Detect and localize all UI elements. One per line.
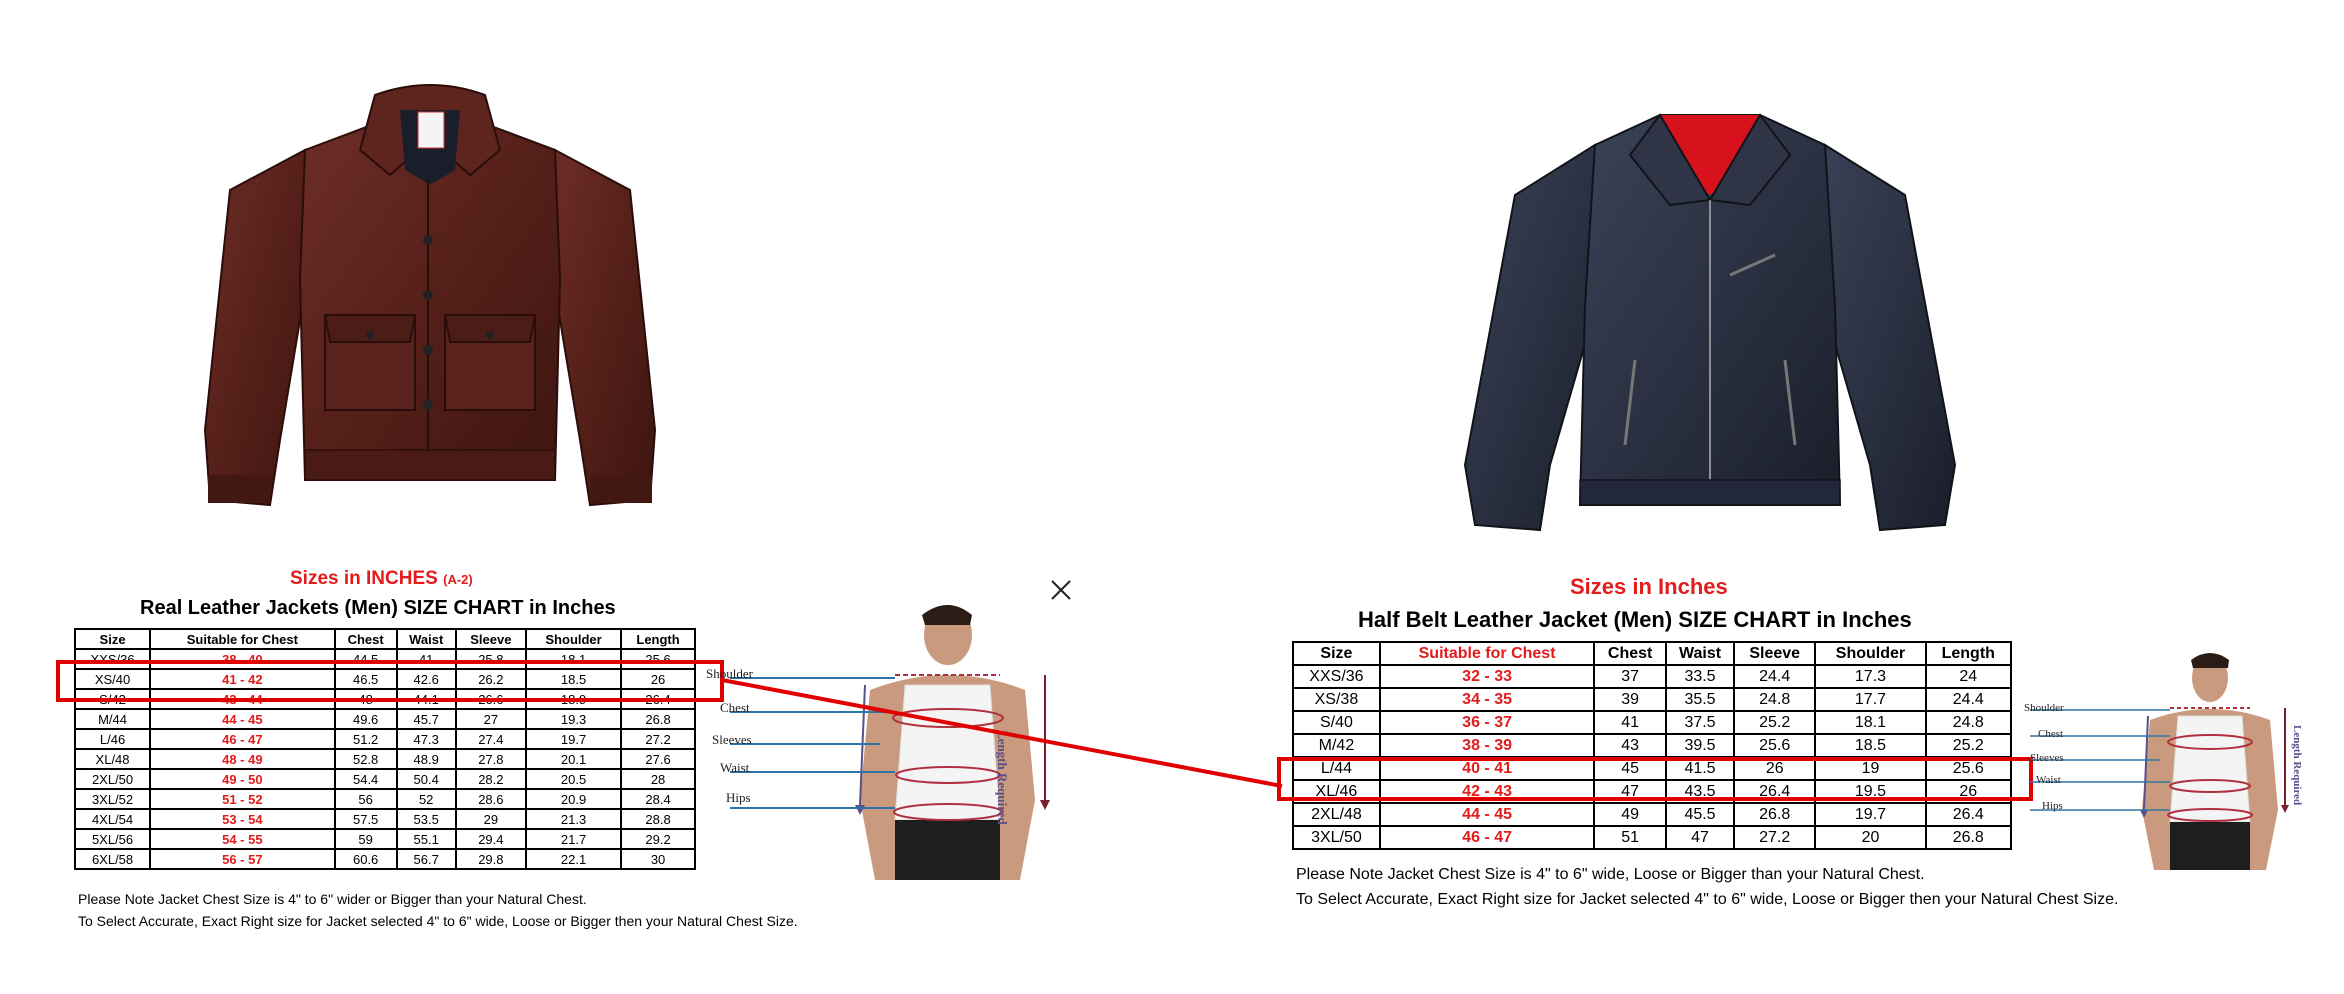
table-cell: 3XL/52	[75, 789, 150, 809]
table-cell: 48.9	[397, 749, 456, 769]
table-cell: 27	[456, 709, 526, 729]
table-cell: 28.4	[621, 789, 695, 809]
table-cell: L/44	[1293, 757, 1380, 780]
table-cell: 26.4	[1926, 803, 2011, 826]
table-cell: 51	[1594, 826, 1666, 849]
table-cell: 21.3	[526, 809, 621, 829]
table-cell: 26.2	[456, 669, 526, 689]
table-cell: 52.8	[335, 749, 397, 769]
table-cell: 21.7	[526, 829, 621, 849]
table-cell: 29.4	[456, 829, 526, 849]
right-jacket-image	[1455, 105, 1965, 535]
table-cell: 19.5	[1815, 780, 1925, 803]
left-label-hips: Hips	[726, 790, 751, 805]
table-cell: 29.2	[621, 829, 695, 849]
table-cell: 59	[335, 829, 397, 849]
table-cell: 27.6	[621, 749, 695, 769]
table-cell: 20.9	[526, 789, 621, 809]
left-label-sleeves: Sleeves	[712, 732, 752, 747]
table-cell: 2XL/50	[75, 769, 150, 789]
table-cell: 38 - 39	[1380, 734, 1594, 757]
table-cell: 18.1	[1815, 711, 1925, 734]
table-cell: 45	[1594, 757, 1666, 780]
right-note-1: Please Note Jacket Chest Size is 4" to 6" wide, Loose or Bigger than your Natural Chest.	[1296, 866, 1925, 883]
table-cell: 51.2	[335, 729, 397, 749]
table-cell: 20	[1815, 826, 1925, 849]
table-cell: 48	[335, 689, 397, 709]
table-cell: 18.1	[526, 649, 621, 669]
table-cell: 47	[1666, 826, 1734, 849]
table-cell: 22.1	[526, 849, 621, 869]
table-cell: 26.4	[621, 689, 695, 709]
column-header: Waist	[1666, 642, 1734, 665]
table-cell: 26.8	[621, 709, 695, 729]
table-cell: 25.6	[621, 649, 695, 669]
table-cell: XS/40	[75, 669, 150, 689]
table-cell: 40 - 41	[1380, 757, 1594, 780]
right-size-table	[1292, 641, 2012, 850]
left-label-shoulder: Shoulder	[706, 666, 753, 681]
table-cell: 26.4	[1734, 780, 1815, 803]
table-cell: 41.5	[1666, 757, 1734, 780]
left-length-label: Length Required	[995, 730, 1010, 825]
table-cell: 43 - 44	[150, 689, 335, 709]
table-cell: 26.8	[1926, 826, 2011, 849]
table-cell: 25.2	[1734, 711, 1815, 734]
column-header: Shoulder	[526, 629, 621, 649]
table-cell: 52	[397, 789, 456, 809]
table-cell: 25.8	[456, 649, 526, 669]
table-cell: 43	[1594, 734, 1666, 757]
table-cell: 25.6	[1926, 757, 2011, 780]
table-cell: 24.4	[1926, 688, 2011, 711]
table-cell: 41 - 42	[150, 669, 335, 689]
column-header: Chest	[1594, 642, 1666, 665]
column-header: Sleeve	[456, 629, 526, 649]
left-note-2: To Select Accurate, Exact Right size for Jacket selected 4" to 6" wide, Loose or Bigger then your Natural Chest Size.	[78, 913, 798, 929]
column-header: Suitable for Chest	[1380, 642, 1594, 665]
table-cell: 26	[1926, 780, 2011, 803]
column-header: Size	[1293, 642, 1380, 665]
table-cell: 46 - 47	[1380, 826, 1594, 849]
left-heading-small: (A-2)	[443, 572, 473, 587]
left-label-chest: Chest	[720, 700, 750, 715]
table-cell: 24.8	[1926, 711, 2011, 734]
table-cell: 37.5	[1666, 711, 1734, 734]
table-cell: 41	[1594, 711, 1666, 734]
table-row	[1293, 665, 2011, 688]
table-cell: 26.6	[456, 689, 526, 709]
left-heading-text: Sizes in INCHES	[290, 568, 438, 589]
table-cell: 29	[456, 809, 526, 829]
table-cell: XL/48	[75, 749, 150, 769]
table-cell: 45.7	[397, 709, 456, 729]
table-cell: XS/38	[1293, 688, 1380, 711]
table-cell: 17.3	[1815, 665, 1925, 688]
column-header: Chest	[335, 629, 397, 649]
table-cell: 47.3	[397, 729, 456, 749]
table-cell: 49	[1594, 803, 1666, 826]
table-cell: 41	[397, 649, 456, 669]
right-label-waist: Waist	[2036, 774, 2061, 786]
table-cell: M/42	[1293, 734, 1380, 757]
right-label-hips: Hips	[2042, 800, 2063, 812]
table-cell: 57.5	[335, 809, 397, 829]
right-note-2: To Select Accurate, Exact Right size for Jacket selected 4" to 6" wide, Loose or Bigger then your Natural Chest Size.	[1296, 891, 2119, 908]
table-cell: 45.5	[1666, 803, 1734, 826]
column-header: Length	[1926, 642, 2011, 665]
table-cell: 32 - 33	[1380, 665, 1594, 688]
table-cell: 3XL/50	[1293, 826, 1380, 849]
column-header: Shoulder	[1815, 642, 1925, 665]
table-cell: 46 - 47	[150, 729, 335, 749]
right-heading: Sizes in Inches	[1570, 574, 1728, 599]
table-cell: 56	[335, 789, 397, 809]
column-header: Length	[621, 629, 695, 649]
table-cell: 20.1	[526, 749, 621, 769]
table-cell: 18.9	[526, 689, 621, 709]
table-cell: XL/46	[1293, 780, 1380, 803]
table-row	[1293, 734, 2011, 757]
column-header: Waist	[397, 629, 456, 649]
table-cell: 19	[1815, 757, 1925, 780]
table-cell: 26.8	[1734, 803, 1815, 826]
table-cell: 38 - 40	[150, 649, 335, 669]
table-cell: 54 - 55	[150, 829, 335, 849]
table-cell: 56.7	[397, 849, 456, 869]
column-header: Size	[75, 629, 150, 649]
column-header: Suitable for Chest	[150, 629, 335, 649]
table-cell: 5XL/56	[75, 829, 150, 849]
table-cell: 2XL/48	[1293, 803, 1380, 826]
table-cell: 49.6	[335, 709, 397, 729]
left-chart-title: Real Leather Jackets (Men) SIZE CHART in Inches	[140, 597, 616, 619]
table-cell: 53 - 54	[150, 809, 335, 829]
right-model-measurement-figure	[2020, 650, 2320, 870]
table-cell: 39.5	[1666, 734, 1734, 757]
table-cell: 20.5	[526, 769, 621, 789]
table-cell: 25.2	[1926, 734, 2011, 757]
table-cell: 24	[1926, 665, 2011, 688]
table-cell: XXS/36	[75, 649, 150, 669]
left-label-waist: Waist	[720, 760, 750, 775]
right-label-chest: Chest	[2038, 728, 2064, 740]
table-cell: 34 - 35	[1380, 688, 1594, 711]
table-cell: 55.1	[397, 829, 456, 849]
table-cell: 30	[621, 849, 695, 869]
table-cell: 28.2	[456, 769, 526, 789]
right-label-shoulder: Shoulder	[2024, 702, 2064, 714]
table-cell: 42 - 43	[1380, 780, 1594, 803]
table-cell: 24.8	[1734, 688, 1815, 711]
table-cell: 43.5	[1666, 780, 1734, 803]
table-cell: 53.5	[397, 809, 456, 829]
table-cell: 56 - 57	[150, 849, 335, 869]
table-row	[1293, 688, 2011, 711]
table-cell: 44.5	[335, 649, 397, 669]
table-cell: 29.8	[456, 849, 526, 869]
table-cell: 46.5	[335, 669, 397, 689]
table-cell: 25.6	[1734, 734, 1815, 757]
table-cell: 24.4	[1734, 665, 1815, 688]
table-cell: 28	[621, 769, 695, 789]
table-cell: 44.1	[397, 689, 456, 709]
table-cell: 19.7	[1815, 803, 1925, 826]
table-cell: XXS/36	[1293, 665, 1380, 688]
table-cell: 51 - 52	[150, 789, 335, 809]
table-cell: 4XL/54	[75, 809, 150, 829]
table-row	[1293, 803, 2011, 826]
table-cell: 50.4	[397, 769, 456, 789]
table-cell: 18.5	[526, 669, 621, 689]
table-cell: 19.7	[526, 729, 621, 749]
table-cell: 49 - 50	[150, 769, 335, 789]
table-cell: 48 - 49	[150, 749, 335, 769]
table-cell: 47	[1594, 780, 1666, 803]
table-cell: 33.5	[1666, 665, 1734, 688]
table-cell: 17.7	[1815, 688, 1925, 711]
table-cell: 44 - 45	[150, 709, 335, 729]
table-cell: 19.3	[526, 709, 621, 729]
table-cell: 28.6	[456, 789, 526, 809]
table-cell: 27.8	[456, 749, 526, 769]
table-cell: S/42	[75, 689, 150, 709]
table-cell: 6XL/58	[75, 849, 150, 869]
table-cell: 44 - 45	[1380, 803, 1594, 826]
right-chart-title: Half Belt Leather Jacket (Men) SIZE CHART in Inches	[1358, 607, 1912, 632]
table-cell: 60.6	[335, 849, 397, 869]
table-cell: 28.8	[621, 809, 695, 829]
table-cell: 37	[1594, 665, 1666, 688]
table-cell: 36 - 37	[1380, 711, 1594, 734]
table-row	[1293, 826, 2011, 849]
right-selected-row-highlight	[1277, 757, 2033, 801]
right-label-sleeves: Sleeves	[2030, 752, 2064, 764]
table-cell: M/44	[75, 709, 150, 729]
table-cell: 35.5	[1666, 688, 1734, 711]
table-cell: 42.6	[397, 669, 456, 689]
table-cell: L/46	[75, 729, 150, 749]
right-length-label: Length Required	[2291, 725, 2303, 806]
table-cell: S/40	[1293, 711, 1380, 734]
table-cell: 27.4	[456, 729, 526, 749]
table-cell: 26	[1734, 757, 1815, 780]
table-cell: 26	[621, 669, 695, 689]
table-cell: 54.4	[335, 769, 397, 789]
table-cell: 18.5	[1815, 734, 1925, 757]
table-cell: 27.2	[621, 729, 695, 749]
column-header: Sleeve	[1734, 642, 1815, 665]
table-cell: 39	[1594, 688, 1666, 711]
table-row	[1293, 711, 2011, 734]
table-cell: 27.2	[1734, 826, 1815, 849]
left-note-1: Please Note Jacket Chest Size is 4" to 6" wider or Bigger than your Natural Chest.	[78, 891, 587, 907]
